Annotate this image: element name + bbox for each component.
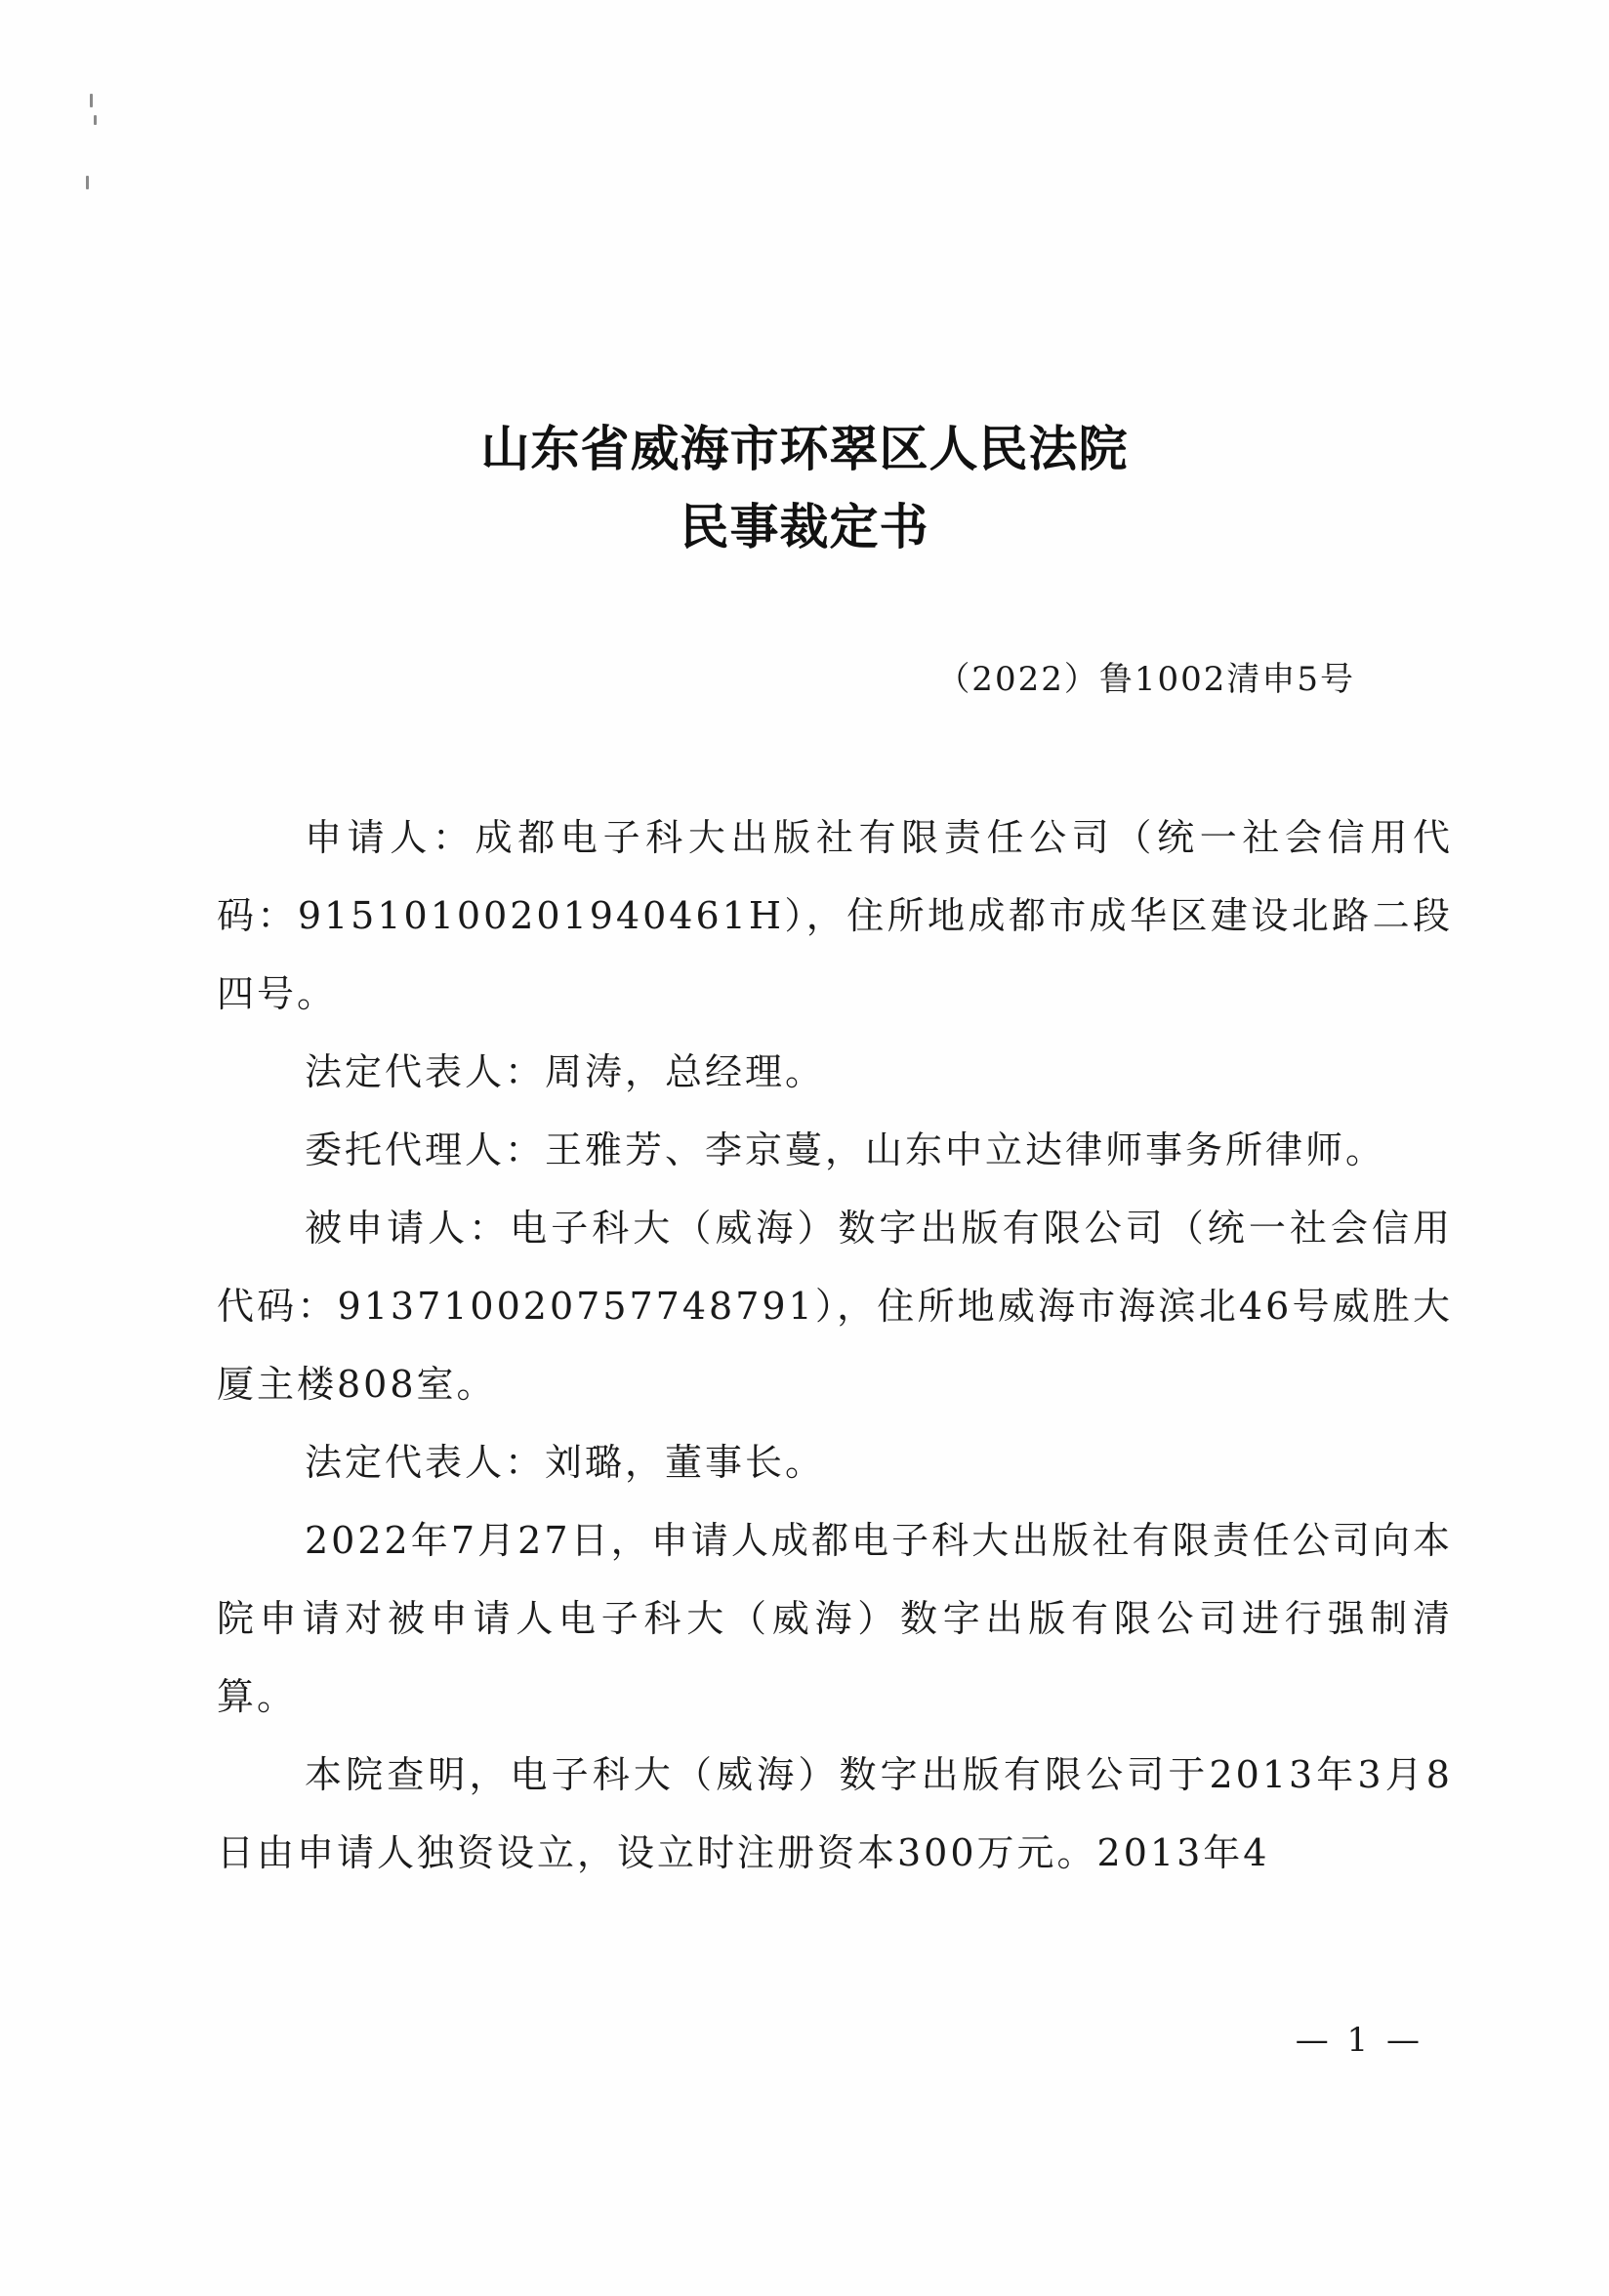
respondent-legal-representative: 法定代表人：刘璐，董事长。 bbox=[305, 1441, 826, 1484]
document-body bbox=[217, 799, 1453, 1892]
page-number: — 1 — bbox=[1295, 2021, 1423, 2060]
respondent-paragraph: 被申请人：电子科大（威海）数字出版有限公司（统一社会信用代码：913710020757748791），住所地威海市海滨北46号威胜大厦主楼808室。 bbox=[217, 1207, 1453, 1406]
document-type-title: 民事裁定书 bbox=[680, 499, 929, 555]
case-number: （2022）鲁1002清申5号 bbox=[936, 660, 1355, 699]
applicant-legal-representative: 法定代表人：周涛，总经理。 bbox=[305, 1050, 826, 1093]
application-paragraph: 2022年7月27日，申请人成都电子科大出版社有限责任公司向本院申请对被申请人电子科大（威海）数字出版有限公司进行强制清算。 bbox=[217, 1519, 1453, 1718]
applicant-agents-paragraph: 委托代理人：王雅芳、李京蔓，山东中立达律师事务所律师。 bbox=[305, 1128, 1386, 1171]
court-name-title: 山东省威海市环翠区人民法院 bbox=[480, 421, 1129, 477]
scan-artifact-mark bbox=[94, 115, 97, 125]
scan-artifact-mark bbox=[86, 176, 89, 189]
findings-paragraph: 本院查明，电子科大（威海）数字出版有限公司于2013年3月8日由申请人独资设立，设立时注册资本300万元。2013年4 bbox=[217, 1753, 1453, 1874]
scan-artifact-mark bbox=[90, 94, 93, 107]
applicant-paragraph: 申请人：成都电子科大出版社有限责任公司（统一社会信用代码：91510100201940461H），住所地成都市成华区建设北路二段四号。 bbox=[217, 816, 1453, 1015]
